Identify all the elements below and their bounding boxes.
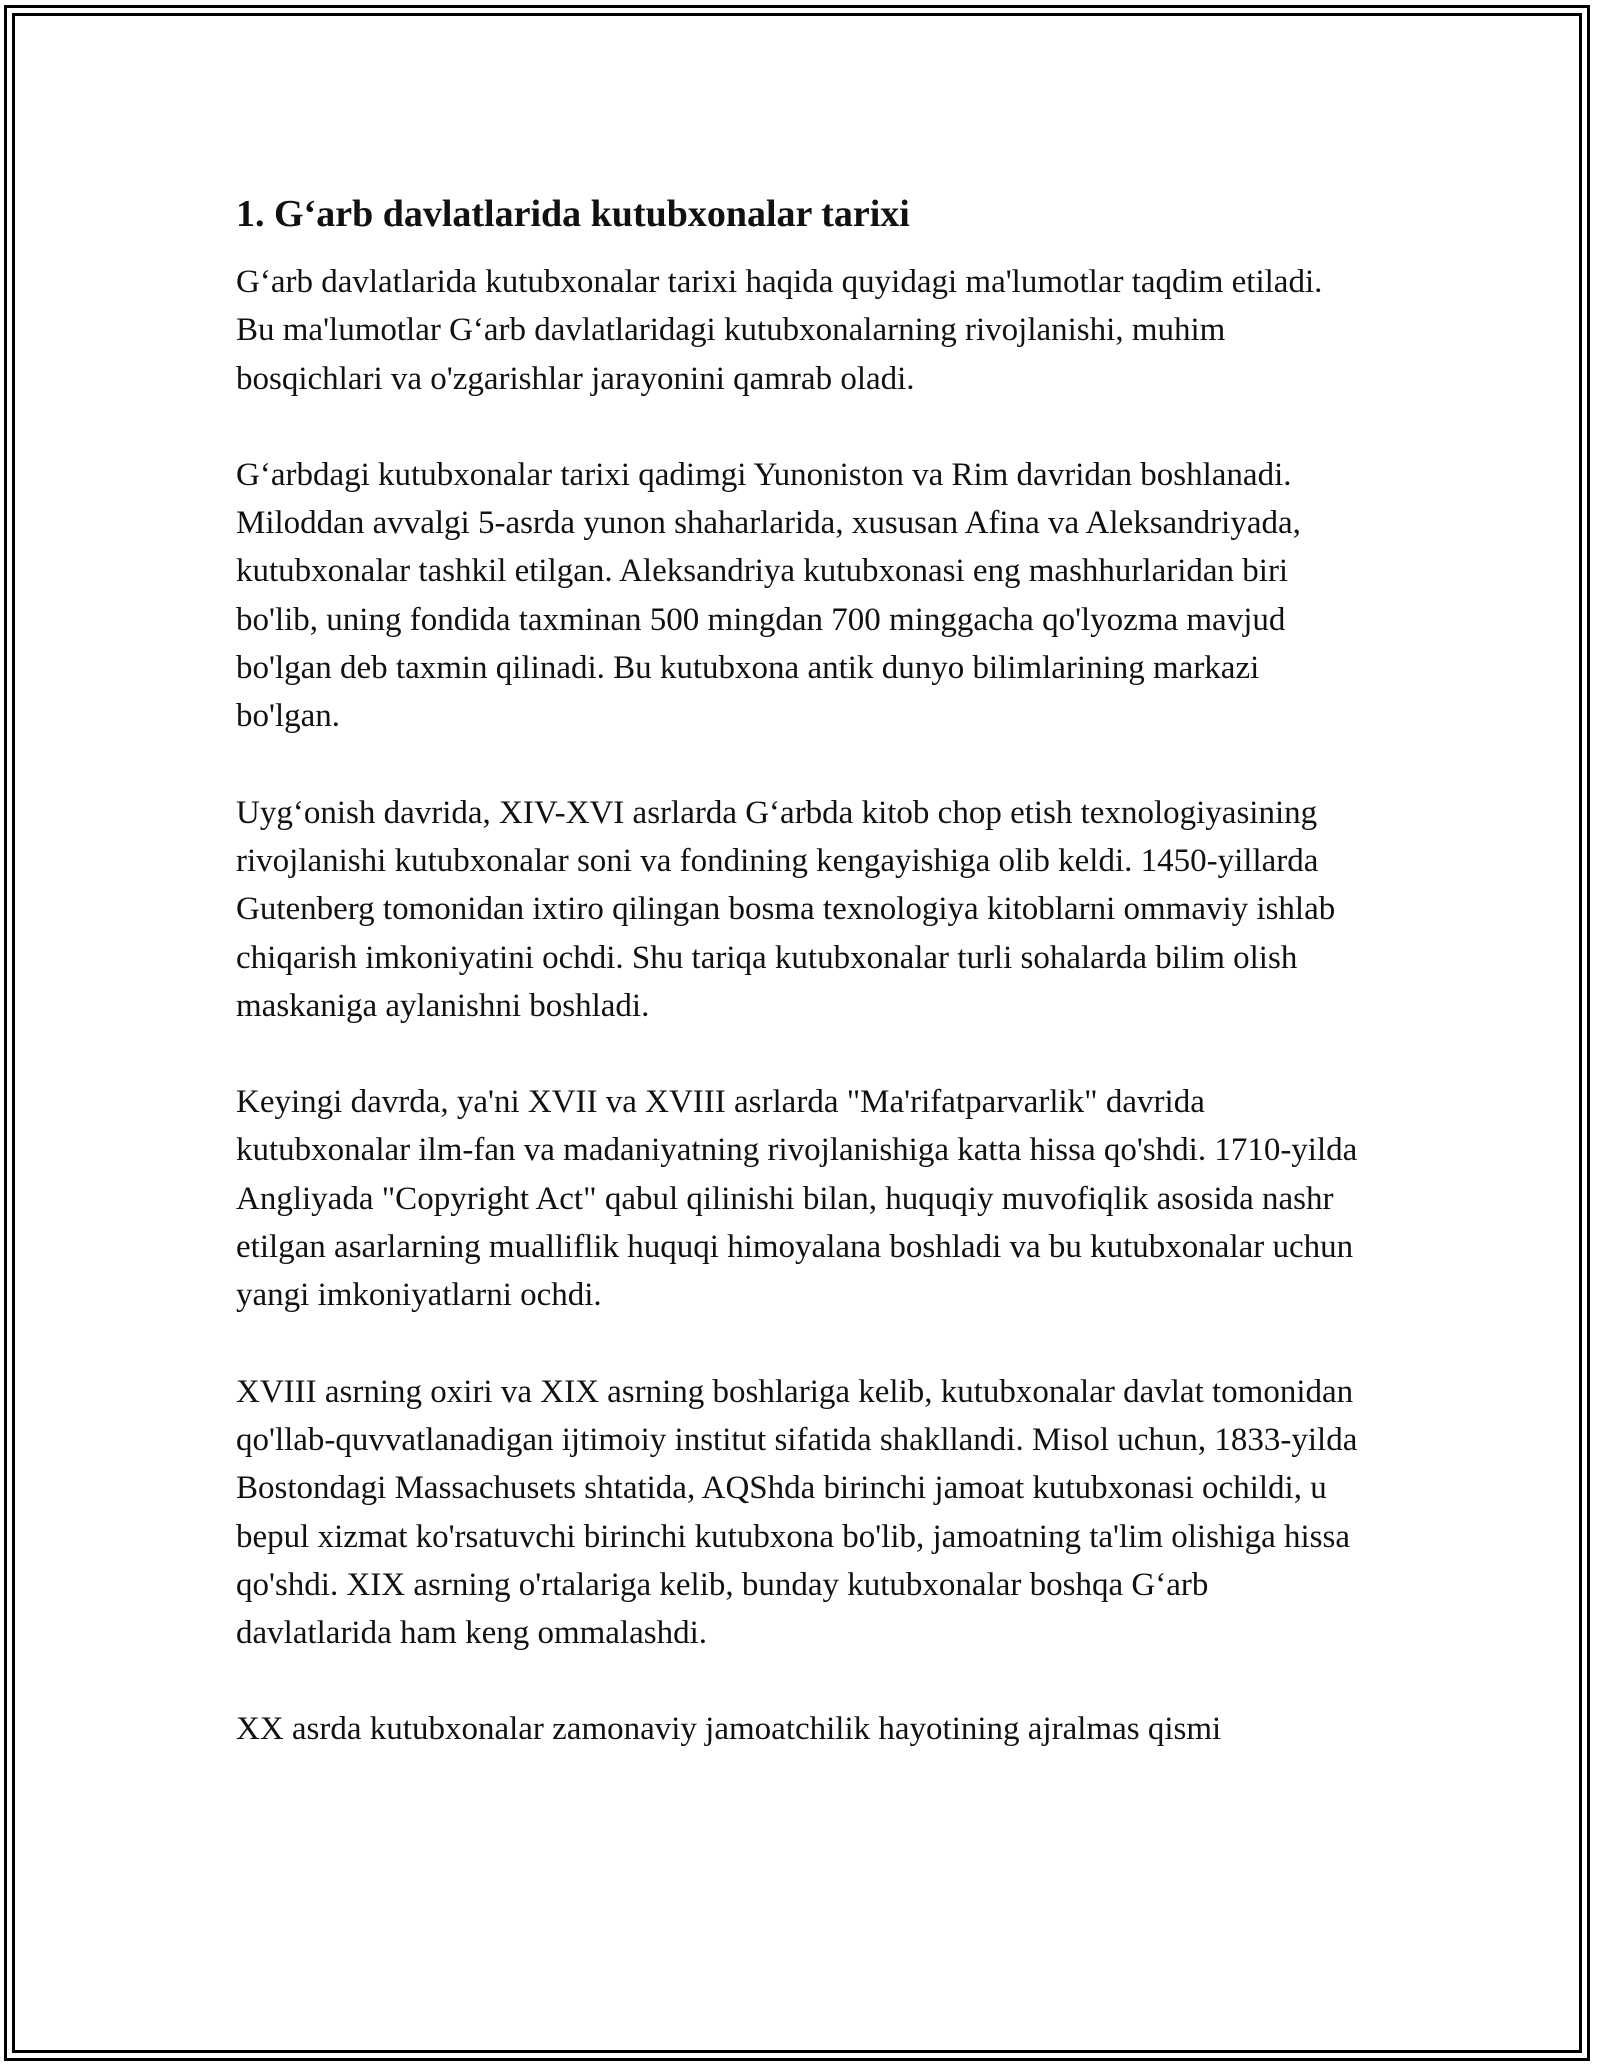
paragraph-intro: G‘arb davlatlarida kutubxonalar tarixi haqida quyidagi ma'lumotlar taqdim etiladi. Bu ma'lumotlar G‘arb davlatlaridagi kutubxonalarning rivojlanishi, muhim bosqichlari va o'zgarishlar jarayonini qamrab oladi. [236,264,1323,397]
paragraph-antiquity: G‘arbdagi kutubxonalar tarixi qadimgi Yunoniston va Rim davridan boshlanadi. Miloddan avvalgi 5-asrda yunon shaharlarida, xususan Afina va Aleksandriyada, kutubxonalar tashkil etilgan. Aleksandriya kutubxonasi eng mashhurlaridan biri bo'lib, uning fondida taxminan 500 mingdan 700 minggacha qo'lyozma mavjud bo'lgan deb taxmin qilinadi. Bu kutubxona antik dunyo bilimlarining markazi bo'lgan. [236,456,1301,735]
section-heading: 1. G‘arb davlatlarida kutubxonalar tarixi [236,193,910,235]
paragraph-19th-century: XVIII asrning oxiri va XIX asrning boshlariga kelib, kutubxonalar davlat tomonidan qo'llab-quvvatlanadigan ijtimoiy institut sifatida shakllandi. Misol uchun, 1833-yilda Bostondagi Massachusets shtatida, AQShda birinchi jamoat kutubxonasi ochildi, u bepul xizmat ko'rsatuvchi birinchi kutubxona bo'lib, jamoatning ta'lim olishiga hissa qo'shdi. XIX asrning o'rtalariga kelib, bunday kutubxonalar boshqa G‘arb davlatlarida ham keng ommalashdi. [236,1373,1358,1652]
paragraph-renaissance: Uyg‘onish davrida, XIV-XVI asrlarda G‘arbda kitob chop etish texnologiyasining rivojlanishi kutubxonalar soni va fondining kengayishiga olib keldi. 1450-yillarda Gutenberg tomonidan ixtiro qilingan bosma texnologiya kitoblarni ommaviy ishlab chiqarish imkoniyatini ochdi. Shu tariqa kutubxonalar turli sohalarda bilim olish maskaniga aylanishni boshladi. [236,794,1336,1024]
paragraph-20th-century: XX asrda kutubxonalar zamonaviy jamoatchilik hayotining ajralmas qismi [236,1711,1222,1748]
document-body [236,186,1366,1802]
paragraph-enlightenment: Keyingi davrda, ya'ni XVII va XVIII asrlarda "Ma'rifatparvarlik" davrida kutubxonalar ilm-fan va madaniyatning rivojlanishiga katta hissa qo'shdi. 1710-yilda Angliyada "Copyright Act" qabul qilinishi bilan, huquqiy muvofiqlik asosida nashr etilgan asarlarning mualliflik huquqi himoyalana boshladi va bu kutubxonalar uchun yangi imkoniyatlarni ochdi. [236,1084,1358,1314]
